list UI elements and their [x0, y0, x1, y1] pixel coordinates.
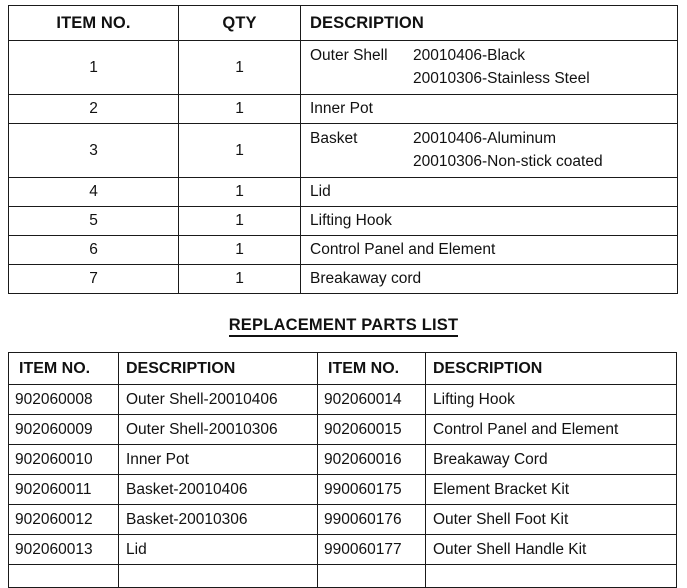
table-header-row — [9, 353, 677, 385]
cell-qty: 1 — [179, 265, 301, 294]
section-title-text: REPLACEMENT PARTS LIST — [229, 316, 459, 337]
description-line — [310, 45, 677, 67]
column-header-item-no: ITEM NO. — [9, 6, 179, 41]
column-header-description: DESCRIPTION — [301, 6, 678, 41]
description-part-number: 20010406-Aluminum — [413, 130, 557, 148]
cell-item-no-right: 902060015 — [318, 415, 426, 445]
cell-item-no: 3 — [9, 124, 179, 178]
table-row — [9, 236, 678, 265]
cell-item-no-right: 990060177 — [318, 535, 426, 565]
cell-description-left — [119, 565, 318, 588]
cell-description-right: Outer Shell Foot Kit — [426, 505, 677, 535]
description-part-name: Basket — [310, 130, 358, 148]
parts-list-table — [8, 5, 678, 294]
cell-item-no: 2 — [9, 95, 179, 124]
description-line — [310, 128, 677, 150]
cell-item-no: 4 — [9, 178, 179, 207]
replacement-parts-table-container — [8, 352, 677, 588]
cell-qty: 1 — [179, 95, 301, 124]
cell-description-right: Outer Shell Handle Kit — [426, 535, 677, 565]
description-part-number: 20010406-Black — [413, 47, 526, 65]
column-header-description-right: DESCRIPTION — [426, 353, 677, 385]
cell-description-right: Breakaway Cord — [426, 445, 677, 475]
cell-item-no-right: 990060176 — [318, 505, 426, 535]
cell-description-left: Basket-20010306 — [119, 505, 318, 535]
replacement-parts-table — [8, 352, 677, 588]
cell-description-right: Lifting Hook — [426, 385, 677, 415]
table-header-row — [9, 6, 678, 41]
table-row — [9, 475, 677, 505]
cell-description: Lid — [301, 178, 678, 207]
cell-item-no-right: 990060175 — [318, 475, 426, 505]
cell-description: Breakaway cord — [301, 265, 678, 294]
description-part-number: 20010306-Stainless Steel — [413, 69, 590, 87]
cell-item-no-right: 902060014 — [318, 385, 426, 415]
column-header-description-left: DESCRIPTION — [119, 353, 318, 385]
table-row — [9, 124, 678, 178]
cell-item-no-left: 902060008 — [9, 385, 119, 415]
cell-item-no: 5 — [9, 207, 179, 236]
column-header-item-no-right: ITEM NO. — [318, 353, 426, 385]
cell-description-left: Basket-20010406 — [119, 475, 318, 505]
cell-qty: 1 — [179, 207, 301, 236]
cell-description-right: Control Panel and Element — [426, 415, 677, 445]
table-row — [9, 415, 677, 445]
table-row — [9, 505, 677, 535]
cell-item-no-left: 902060011 — [9, 475, 119, 505]
cell-item-no-right: 902060016 — [318, 445, 426, 475]
cell-description-left: Inner Pot — [119, 445, 318, 475]
table-row-clipped — [9, 565, 677, 588]
cell-qty: 1 — [179, 124, 301, 178]
cell-description — [301, 41, 678, 95]
table-row — [9, 265, 678, 294]
cell-item-no: 6 — [9, 236, 179, 265]
table-row — [9, 178, 678, 207]
cell-description: Control Panel and Element — [301, 236, 678, 265]
cell-item-no-left: 902060013 — [9, 535, 119, 565]
cell-description: Inner Pot — [301, 95, 678, 124]
cell-description-left: Outer Shell-20010406 — [119, 385, 318, 415]
cell-description-left: Outer Shell-20010306 — [119, 415, 318, 445]
cell-item-no-left: 902060012 — [9, 505, 119, 535]
column-header-qty: QTY — [179, 6, 301, 41]
cell-item-no-right — [318, 565, 426, 588]
cell-description: Lifting Hook — [301, 207, 678, 236]
table-row — [9, 207, 678, 236]
column-header-item-no-left: ITEM NO. — [9, 353, 119, 385]
table-row — [9, 41, 678, 95]
cell-description-right: Element Bracket Kit — [426, 475, 677, 505]
table-row — [9, 385, 677, 415]
cell-qty: 1 — [179, 41, 301, 95]
cell-item-no-left: 902060010 — [9, 445, 119, 475]
cell-item-no: 1 — [9, 41, 179, 95]
cell-item-no: 7 — [9, 265, 179, 294]
cell-description-left: Lid — [119, 535, 318, 565]
parts-list-table-container — [8, 5, 678, 294]
table-row — [9, 445, 677, 475]
section-title-replacement-parts-list — [0, 316, 687, 335]
cell-description — [301, 124, 678, 178]
cell-item-no-left — [9, 565, 119, 588]
description-part-number: 20010306-Non-stick coated — [413, 152, 603, 170]
cell-qty: 1 — [179, 178, 301, 207]
cell-qty: 1 — [179, 236, 301, 265]
description-part-name: Outer Shell — [310, 47, 388, 65]
cell-item-no-left: 902060009 — [9, 415, 119, 445]
cell-description-right — [426, 565, 677, 588]
table-row — [9, 95, 678, 124]
table-row — [9, 535, 677, 565]
